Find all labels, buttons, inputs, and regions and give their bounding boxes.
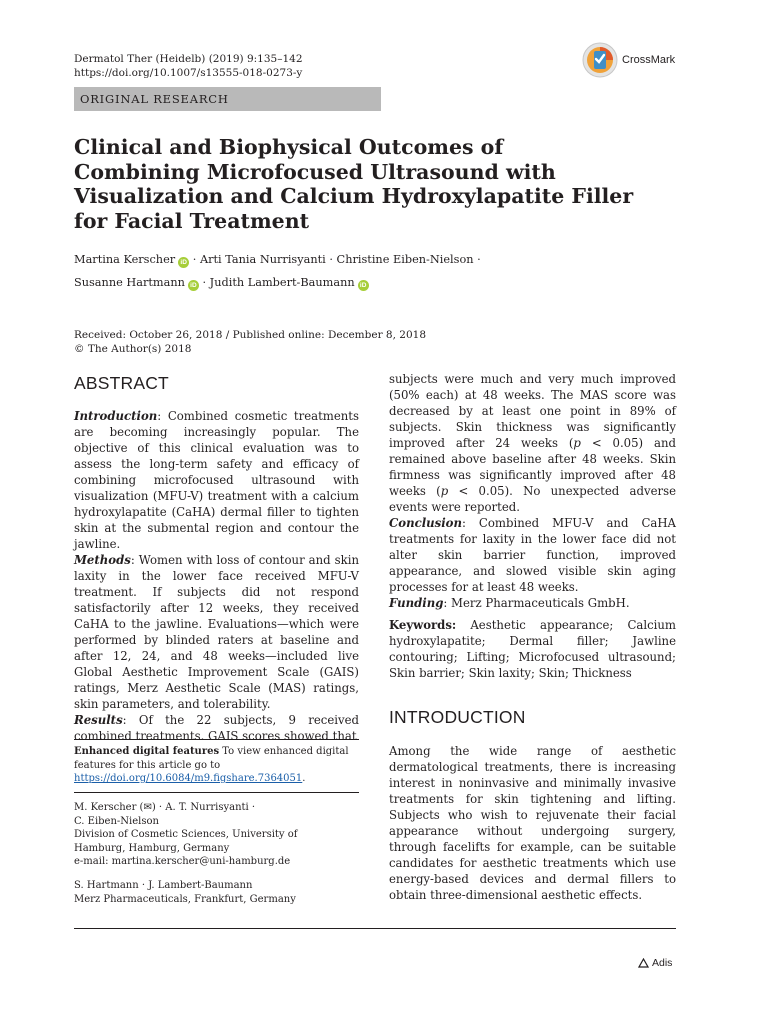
abstract-funding — [389, 595, 676, 611]
author-name[interactable]: Susanne Hartmann — [74, 276, 185, 289]
edf-link[interactable]: https://doi.org/10.6084/m9.figshare.7364051 — [74, 773, 303, 784]
p-value-symbol: p — [440, 484, 449, 498]
affiliation-2 — [74, 879, 359, 906]
abstract-introduction — [74, 408, 359, 552]
affiliation-department: Division of Cosmetic Sciences, University of — [74, 829, 298, 840]
abstract-intro-text: : Combined cosmetic treatments are becoming increasingly popular. The objective of this clinical evaluation was to assess the long-term safety and efficacy of combining microfocused ultrasound with visualization (MFU-V) treatment with a calcium hydroxylapatite (CaHA) dermal filler to tighten skin at the submental region and contour the jawline. — [74, 409, 359, 551]
footnote-divider — [74, 792, 359, 793]
author-line-2 — [74, 271, 534, 294]
page-bottom-rule — [74, 928, 676, 929]
abstract-conclusion-label: Conclusion — [389, 516, 462, 530]
abstract-methods-text: : Women with loss of contour and skin laxity in the lower face received MFU-V treatment. If subjects did not respond satisfactorily after 12 weeks, they received CaHA to the jawline. Evaluations—which were performed by blinded raters at baseline and after 12, 24, and 48 weeks—included live Global Aesthetic Improvement Scale (GAIS) ratings, Merz Aesthetic Scale (MAS) ratings, skin parameters, and tolerability. — [74, 553, 359, 711]
introduction-heading: INTRODUCTION — [389, 707, 526, 727]
abstract-intro-label: Introduction — [74, 409, 158, 423]
abstract-funding-text: : Merz Pharmaceuticals GmbH. — [443, 596, 630, 610]
publication-dates — [74, 328, 426, 356]
abstract-methods-label: Methods — [74, 553, 131, 567]
journal-header — [74, 52, 303, 80]
abstract-conclusion-text: : Combined MFU-V and CaHA treatments for laxity in the lower face did not alter skin barrier function, improved appearance, and slowed visible skin aging processes for at least 48 weeks. — [389, 516, 676, 594]
affiliation-names: S. Hartmann · J. Lambert-Baumann — [74, 880, 253, 891]
author-name[interactable]: · Judith Lambert-Baumann — [202, 276, 355, 289]
results-text-part: < 0.05) and remained above baseline after 48 weeks. Skin firmness was significantly improved after 48 weeks ( — [389, 436, 676, 498]
footnote-divider — [74, 739, 359, 740]
author-line-1 — [74, 248, 534, 271]
orcid-icon[interactable]: iD — [178, 257, 189, 268]
affiliation-1 — [74, 801, 359, 869]
keywords — [389, 617, 676, 681]
copyright-line: © The Author(s) 2018 — [74, 343, 192, 355]
orcid-icon[interactable]: iD — [188, 280, 199, 291]
results-text-part: < 0.05). No unexpected adverse events were reported. — [389, 484, 676, 514]
abstract-results-text: : Of the 22 subjects, 9 received combined treatments. GAIS scores showed that — [74, 713, 359, 743]
abstract-results-continued — [389, 371, 676, 515]
abstract-left-column — [74, 408, 359, 744]
affiliation-email[interactable]: e-mail: martina.kerscher@uni-hamburg.de — [74, 856, 291, 867]
abstract-right-column — [389, 371, 676, 611]
article-doi[interactable]: https://doi.org/10.1007/s13555-018-0273-y — [74, 67, 303, 79]
received-date: Received: October 26, 2018 / Published online: December 8, 2018 — [74, 329, 427, 341]
abstract-conclusion — [389, 515, 676, 595]
crossmark-badge[interactable] — [582, 42, 675, 78]
affiliation-names: M. Kerscher (✉) · A. T. Nurrisyanti · — [74, 802, 256, 813]
abstract-results-label: Results — [74, 713, 123, 727]
crossmark-label: CrossMark — [622, 54, 676, 66]
affiliation-organization: Merz Pharmaceuticals, Frankfurt, Germany — [74, 893, 296, 905]
journal-citation: Dermatol Ther (Heidelb) (2019) 9:135–142 — [74, 53, 303, 65]
abstract-methods — [74, 552, 359, 712]
article-type-label: ORIGINAL RESEARCH — [74, 87, 381, 111]
author-list — [74, 248, 534, 294]
edf-end: . — [302, 773, 306, 784]
publisher-name: Adis — [652, 957, 673, 969]
publisher-logo — [638, 957, 672, 969]
triangle-icon — [638, 958, 649, 968]
article-title: Clinical and Biophysical Outcomes of Combining Microfocused Ultrasound with Visualization and Calcium Hydroxylapatite Filler for Facial Treatment — [74, 135, 634, 233]
abstract-funding-label: Funding — [389, 596, 444, 610]
edf-text: To view enhanced digital features for this article go to — [74, 746, 349, 771]
author-names: · Arti Tania Nurrisyanti · Christine Eiben-Nielson · — [192, 253, 481, 266]
keywords-text: Aesthetic appearance; Calcium hydroxylapatite; Dermal filler; Jawline contouring; Lifting; Microfocused ultrasound; Skin barrier; Skin laxity; Skin; Thickness — [389, 618, 676, 680]
abstract-heading: ABSTRACT — [74, 373, 169, 393]
edf-label: Enhanced digital features — [74, 746, 220, 757]
p-value-symbol: p — [573, 436, 581, 450]
orcid-icon[interactable]: iD — [358, 280, 369, 291]
keywords-label: Keywords: — [389, 618, 457, 632]
introduction-paragraph: Among the wide range of aesthetic dermatological treatments, there is increasing interest in noninvasive and minimally invasive treatments for skin tightening and lifting. Subjects who wish to rejuvenate their facial appearance without undergoing surgery, through facelifts for example, can be suitable candidates for aesthetic treatments which use energy-based devices and dermal fillers to obtain three-dimensional aesthetic effects. — [389, 744, 676, 902]
affiliation-names-cont: C. Eiben-Nielson — [74, 815, 159, 827]
results-text-part: subjects were much and very much improved (50% each) at 48 weeks. The MAS score was decreased by at least one point in 89% of subjects. Skin thickness was significantly improved after 24 weeks ( — [389, 372, 676, 450]
crossmark-icon — [582, 42, 618, 78]
enhanced-digital-features — [74, 745, 359, 786]
introduction-body — [389, 743, 676, 903]
affiliation-city: Hamburg, Hamburg, Germany — [74, 842, 230, 854]
author-name[interactable]: Martina Kerscher — [74, 253, 176, 266]
